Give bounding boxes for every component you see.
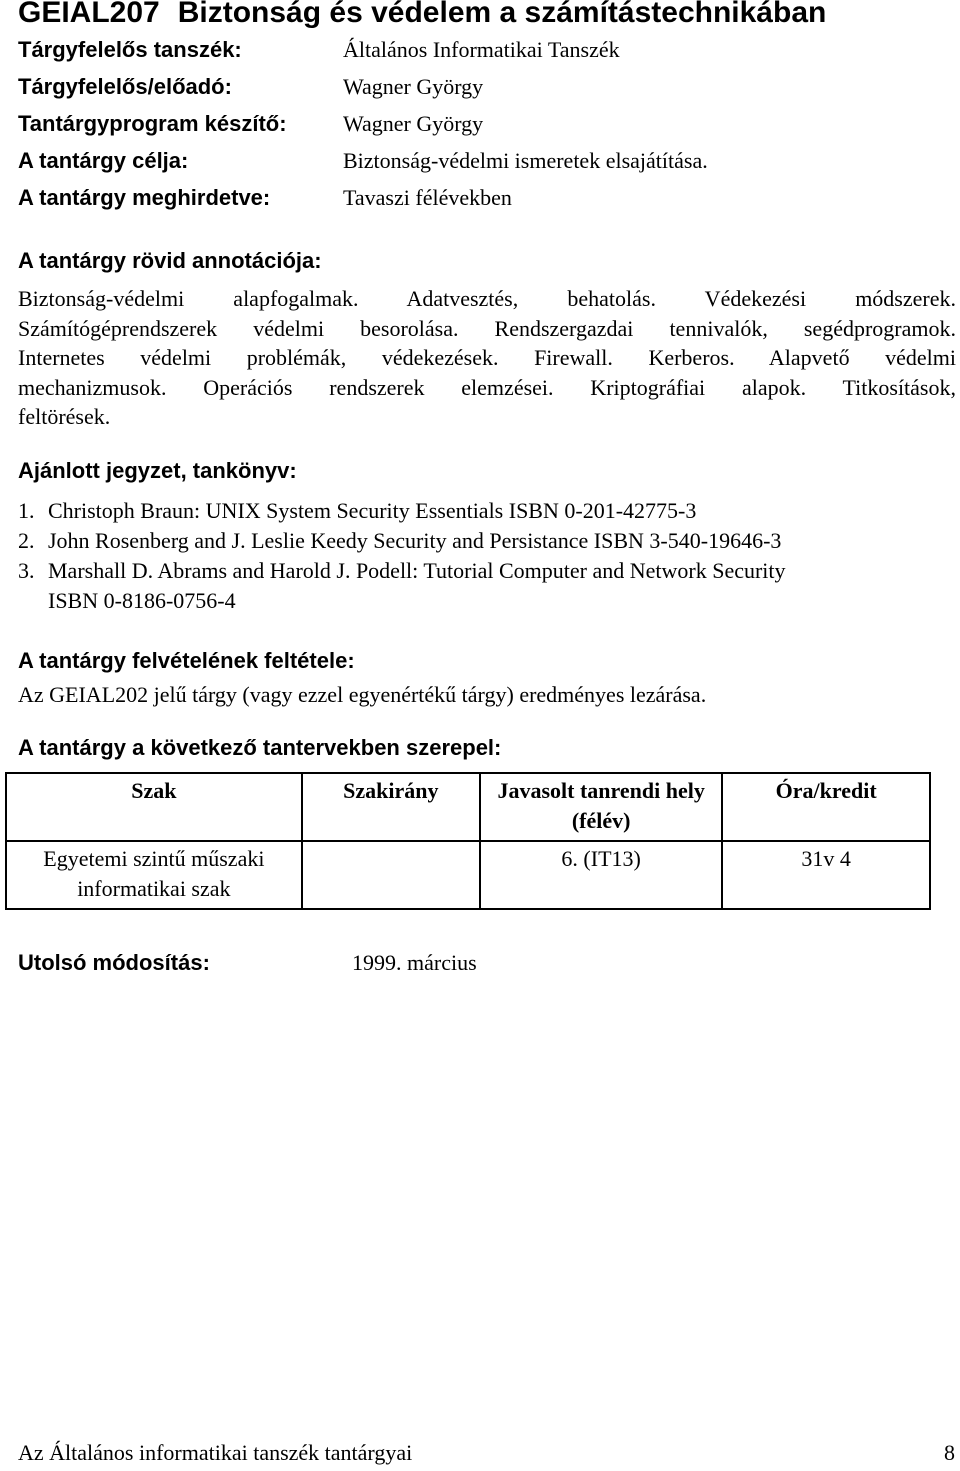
annotation-text <box>18 284 956 432</box>
annotation-line: mechanizmusok. Operációs rendszerek elemzései. Kriptográfiai alapok. Titkosítások, <box>18 374 956 400</box>
info-label: A tantárgy célja: <box>18 148 189 173</box>
info-row-goal <box>18 148 948 184</box>
info-row-announced <box>18 185 948 221</box>
course-name: Biztonság és védelem a számítástechnikában <box>177 0 827 29</box>
column-header-szakirany: Szakirány <box>302 773 480 841</box>
column-header-szak: Szak <box>6 773 302 841</box>
info-label: Tárgyfelelős tanszék: <box>18 37 242 62</box>
cell-szak: Egyetemi szintű műszaki informatikai szak <box>6 841 302 909</box>
reference-number: 2. <box>18 528 35 553</box>
reference-item <box>18 526 948 556</box>
reference-text: Christoph Braun: UNIX System Security Essentials ISBN 0-201-42775-3 <box>48 498 697 523</box>
info-value: Wagner György <box>343 111 484 136</box>
reference-number: 1. <box>18 498 35 523</box>
page-number: 8 <box>944 1440 955 1465</box>
references-list <box>18 496 948 616</box>
info-label: A tantárgy meghirdetve: <box>18 185 271 210</box>
info-value: Biztonság-védelmi ismeretek elsajátítása. <box>343 148 708 173</box>
annotation-heading: A tantárgy rövid annotációja: <box>18 248 322 273</box>
info-row-program-author <box>18 111 948 147</box>
annotation-line: Biztonság-védelmi alapfogalmak. Adatvesztés, behatolás. Védekezési módszerek. <box>18 286 956 311</box>
reference-item <box>18 556 948 616</box>
cell-hely: 6. (IT13) <box>480 841 722 909</box>
info-value: Tavaszi félévekben <box>343 185 512 210</box>
cell-ora-kredit: 31v 4 <box>722 841 930 909</box>
info-label: Tantárgyprogram készítő: <box>18 111 287 136</box>
info-label: Tárgyfelelős/előadó: <box>18 74 232 99</box>
prerequisite-heading: A tantárgy felvételének feltétele: <box>18 648 355 673</box>
table-header-row <box>6 773 930 841</box>
reference-item <box>18 496 948 526</box>
footer-text: Az Általános informatikai tanszék tantárgyai <box>18 1440 413 1465</box>
annotation-line: feltörések. <box>18 404 111 429</box>
table-row <box>6 841 930 909</box>
references-heading: Ajánlott jegyzet, tankönyv: <box>18 458 297 483</box>
annotation-line: Internetes védelmi problémák, védekezések. Firewall. Kerberos. Alapvető védelmi <box>18 345 956 370</box>
info-value: Wagner György <box>343 74 484 99</box>
annotation-line: Számítógéprendszerek védelmi besorolása. Rendszergazdai tennivalók, segédprogramok. <box>18 315 956 341</box>
reference-text: John Rosenberg and J. Leslie Keedy Security and Persistance ISBN 3-540-19646-3 <box>48 528 782 553</box>
curriculum-table <box>5 772 931 910</box>
reference-number: 3. <box>18 558 35 583</box>
info-value: Általános Informatikai Tanszék <box>343 37 620 62</box>
info-row-department <box>18 37 948 73</box>
course-title <box>18 0 826 30</box>
prerequisite-text: Az GEIAL202 jelű tárgy (vagy ezzel egyenértékű tárgy) eredményes lezárása. <box>18 682 707 707</box>
curriculum-heading: A tantárgy a következő tantervekben szerepel: <box>18 735 502 760</box>
column-header-ora-kredit: Óra/kredit <box>722 773 930 841</box>
reference-text: Marshall D. Abrams and Harold J. Podell: Tutorial Computer and Network Security <box>48 558 786 583</box>
reference-text: ISBN 0-8186-0756-4 <box>48 588 236 613</box>
cell-szakirany <box>302 841 480 909</box>
column-header-hely: Javasolt tanrendi hely (félév) <box>480 773 722 841</box>
modified-label: Utolsó módosítás: <box>18 950 210 975</box>
info-row-lecturer <box>18 74 948 110</box>
course-code: GEIAL207 <box>18 0 160 29</box>
modified-date: 1999. március <box>352 950 477 975</box>
